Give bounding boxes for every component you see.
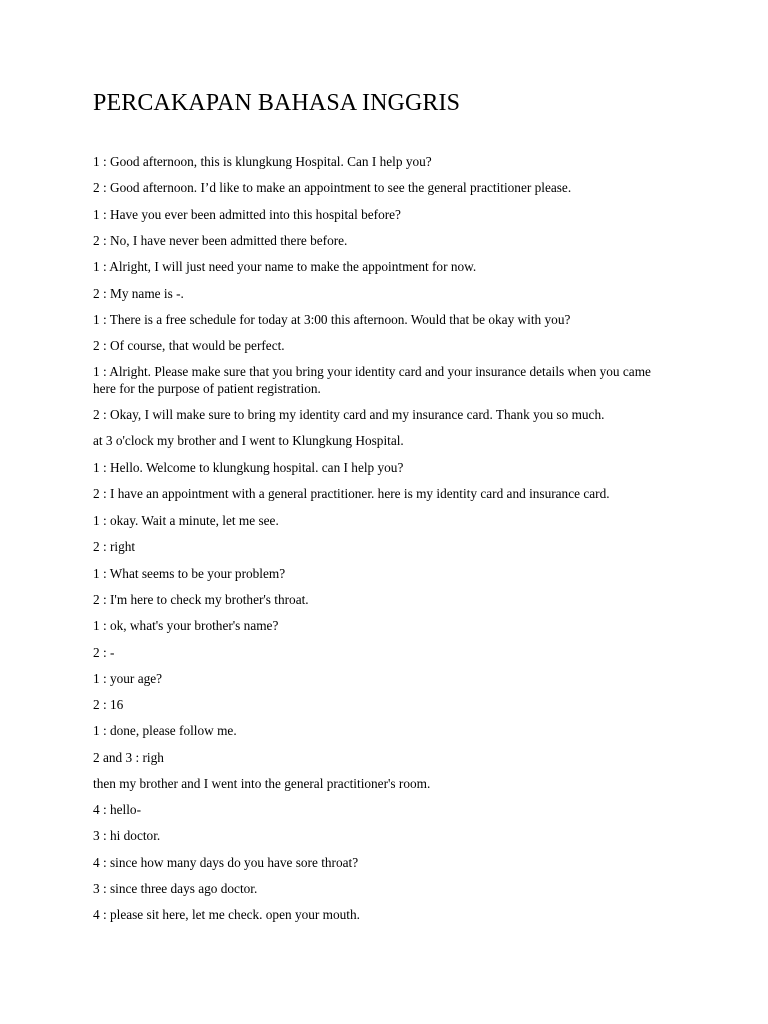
dialogue-line: 1 : What seems to be your problem? — [93, 566, 286, 581]
dialogue-line: 1 : Good afternoon, this is klungkung Hospital. Can I help you? — [93, 154, 432, 169]
dialogue-line: 1 : Alright. Please make sure that you bring your identity card and your insurance details when you came here for the purpose of patient registration. — [93, 364, 651, 396]
dialogue-line: 1 : okay. Wait a minute, let me see. — [93, 513, 279, 528]
dialogue-line: 2 : I have an appointment with a general practitioner. here is my identity card and insurance card. — [93, 486, 610, 501]
dialogue-line: 2 : - — [93, 645, 115, 660]
dialogue-line: 2 : I'm here to check my brother's throat. — [93, 592, 309, 607]
narration-line: then my brother and I went into the general practitioner's room. — [93, 776, 431, 791]
dialogue-line: 1 : There is a free schedule for today at 3:00 this afternoon. Would that be okay with you? — [93, 312, 571, 327]
dialogue-line: 2 : Okay, I will make sure to bring my identity card and my insurance card. Thank you so much. — [93, 407, 605, 422]
dialogue-line: 2 : right — [93, 539, 136, 554]
dialogue-line: 2 : Good afternoon. I’d like to make an appointment to see the general practitioner please. — [93, 180, 572, 195]
dialogue-line: 2 : Of course, that would be perfect. — [93, 338, 285, 353]
dialogue-line: 1 : Hello. Welcome to klungkung hospital. can I help you? — [93, 460, 404, 475]
dialogue-line: 1 : done, please follow me. — [93, 723, 237, 738]
dialogue-line: 2 and 3 : righ — [93, 750, 164, 765]
dialogue-line: 3 : hi doctor. — [93, 828, 161, 843]
dialogue-line: 1 : ok, what's your brother's name? — [93, 618, 279, 633]
dialogue-line: 1 : Alright, I will just need your name to make the appointment for now. — [93, 259, 477, 274]
dialogue-line: 4 : since how many days do you have sore throat? — [93, 855, 359, 870]
narration-line: at 3 o'clock my brother and I went to Klungkung Hospital. — [93, 433, 404, 448]
dialogue-line: 2 : 16 — [93, 697, 124, 712]
dialogue-line: 3 : since three days ago doctor. — [93, 881, 258, 896]
dialogue-line: 2 : No, I have never been admitted there before. — [93, 233, 348, 248]
dialogue-line: 4 : hello- — [93, 802, 142, 817]
dialogue-line: 1 : Have you ever been admitted into this hospital before? — [93, 207, 401, 222]
dialogue-line: 2 : My name is -. — [93, 286, 184, 301]
dialogue-line: 4 : please sit here, let me check. open your mouth. — [93, 907, 360, 922]
document-title: PERCAKAPAN BAHASA INGGRIS — [93, 90, 461, 116]
dialogue-line: 1 : your age? — [93, 671, 163, 686]
